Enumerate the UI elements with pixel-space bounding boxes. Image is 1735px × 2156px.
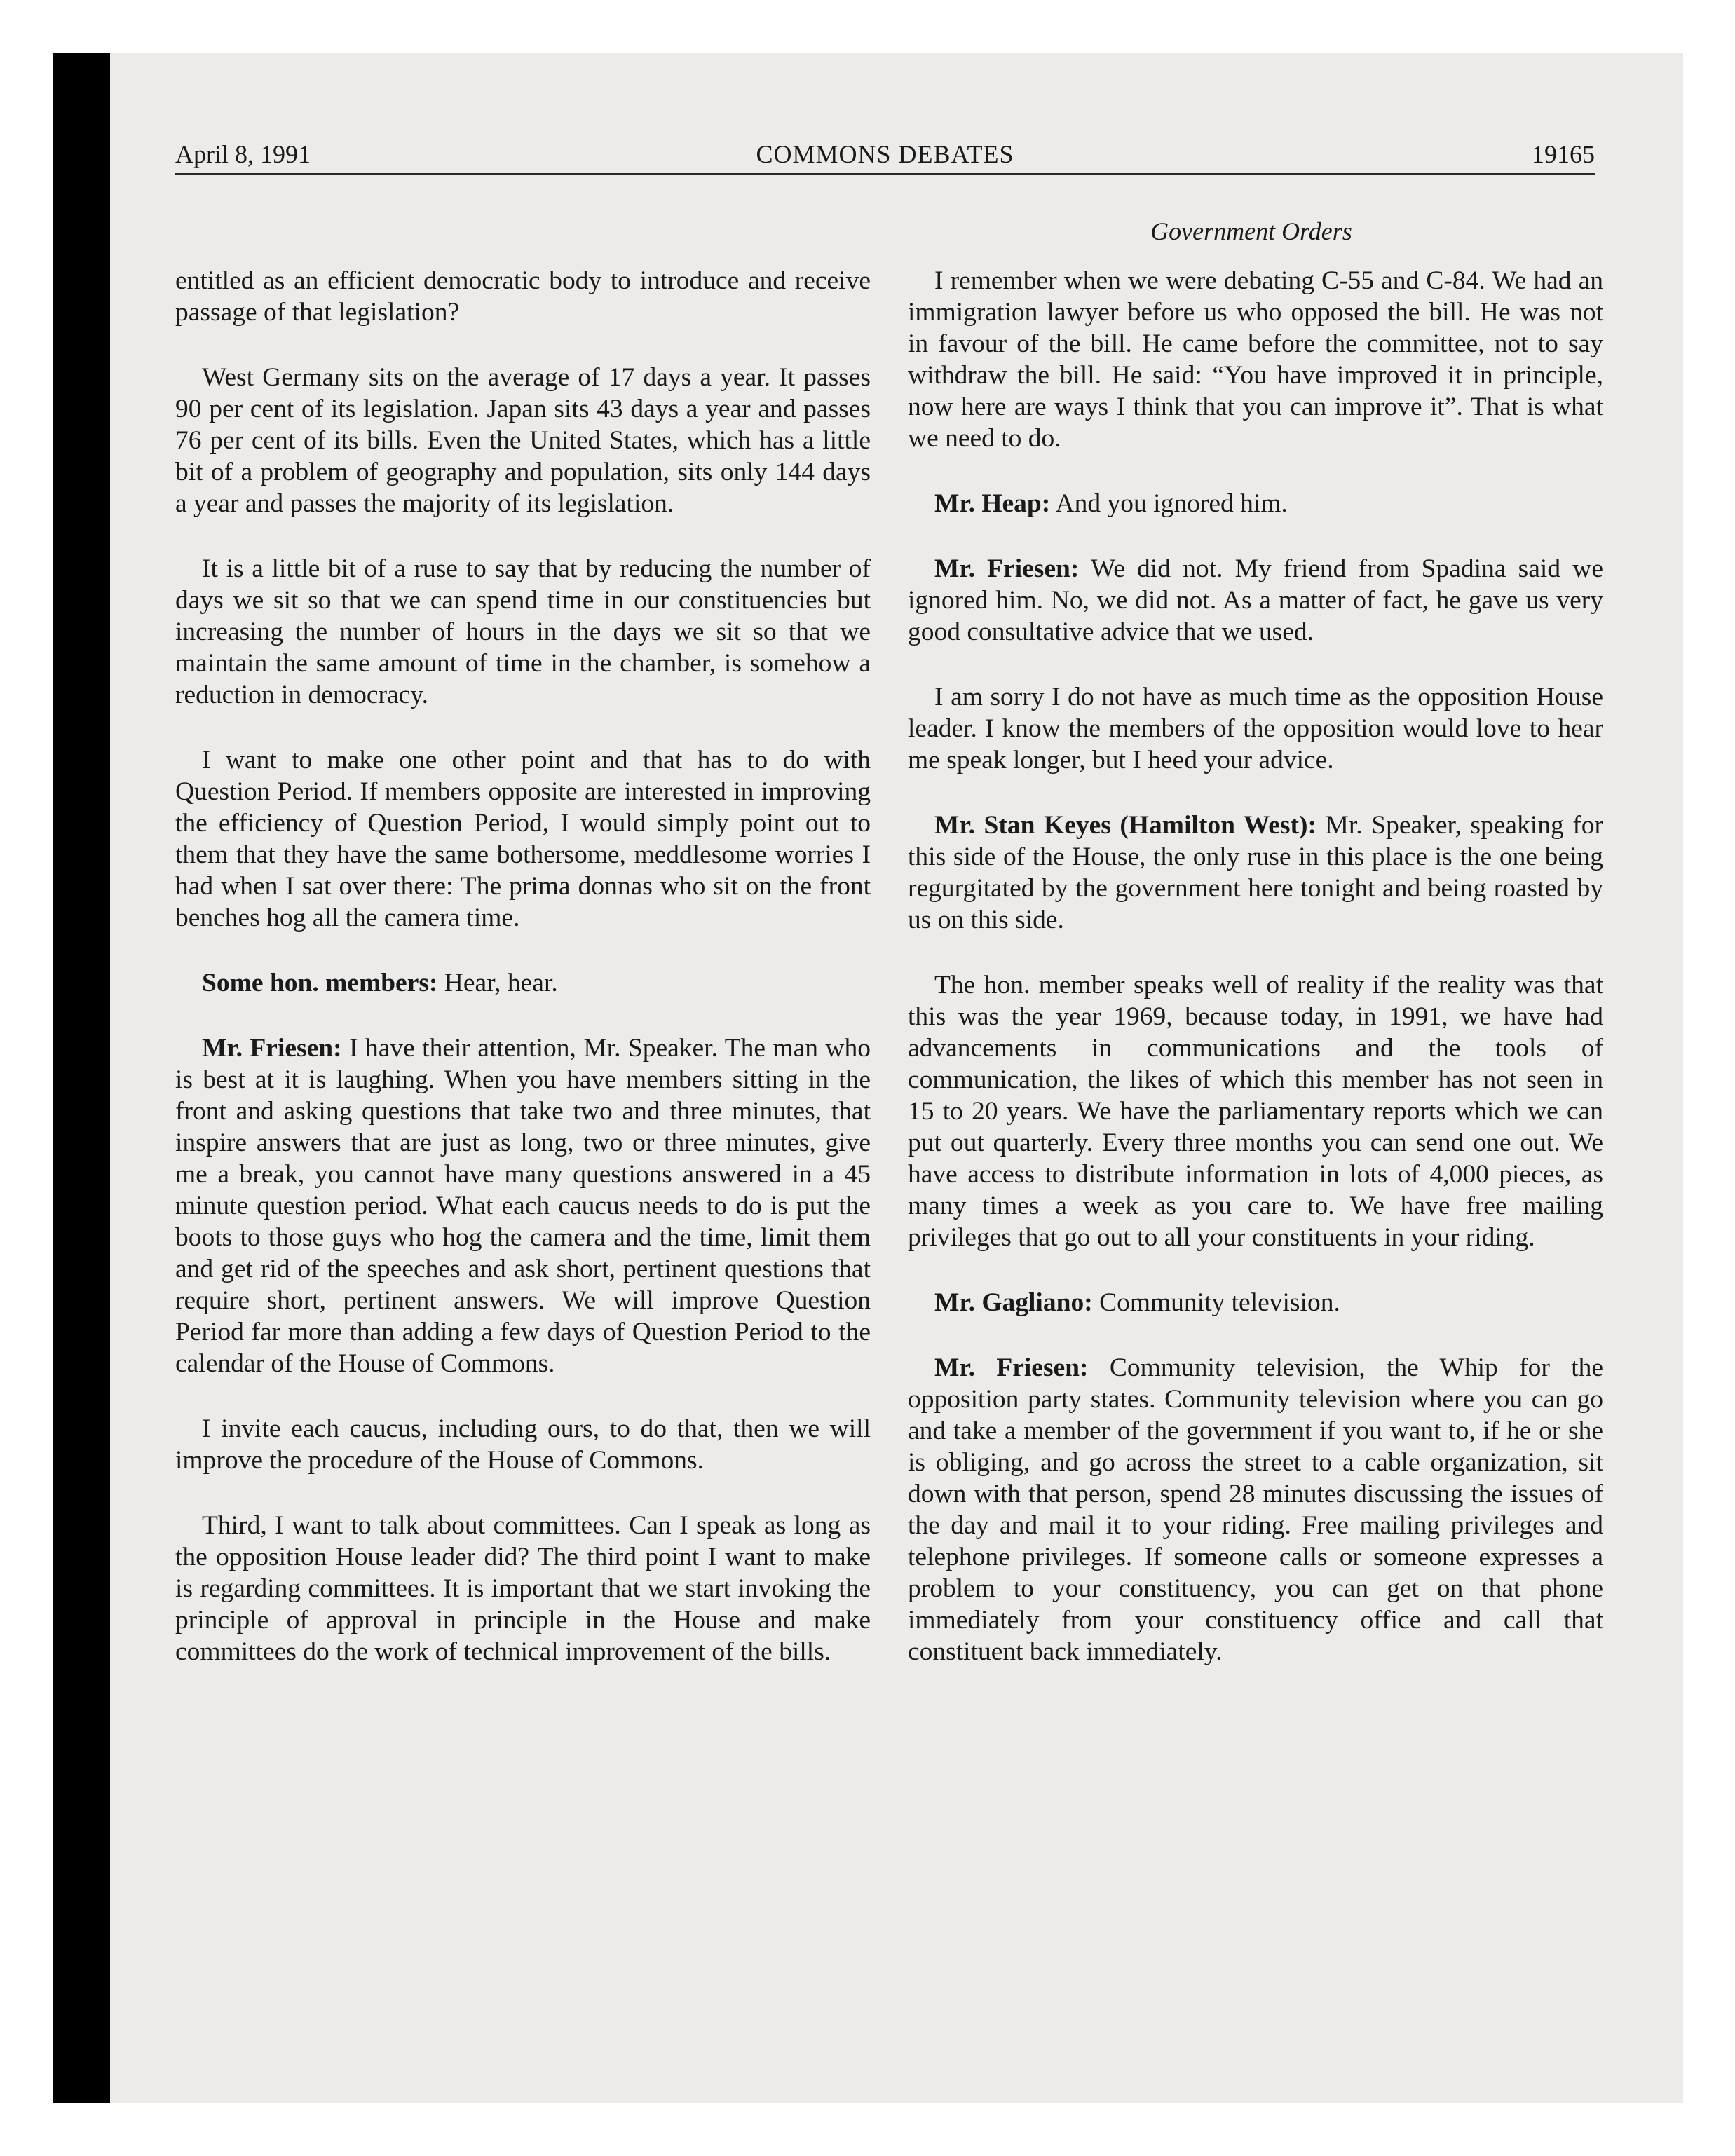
speaker-name: Mr. Friesen: [934,554,1080,583]
paragraph: I remember when we were debating C-55 and C-84. We had an immigration lawyer before us who opposed the bill. He was not in favour of the bill. He came before the committee, not to say withdraw the bill. He said: “You have improved it in principle, now here are ways I think that you can improve it”. That is what we need to do. [908,266,1603,453]
left-column [175,265,871,1701]
paragraph: The hon. member speaks well of reality if the reality was that this was the year 1969, because today, in 1991, we have had advancements in communications and the tools of communication, the likes of which this member has not seen in 15 to 20 years. We have the parliamentary reports which we can put out quarterly. Every three months you can send one out. We have access to distribute information in lots of 4,000 pieces, as many times a week as you care to. We have free mailing privileges that go out to all your constituents in your riding. [908,971,1603,1252]
speaker-name: Mr. Friesen: [934,1353,1089,1382]
paragraph: Mr. Friesen: We did not. My friend from Spadina said we ignored him. No, we did not. As a matter of fact, he gave us very good consultative advice that we used. [908,554,1603,646]
section-heading: Government Orders [1150,217,1352,245]
paragraph: Mr. Friesen: I have their attention, Mr. Speaker. The man who is best at it is laughing. When you have members sitting in the front and asking questions that take two and three minutes, that inspire answers that are just as long, two or three minutes, give me a break, you cannot have many questions answered in a 45 minute question period. What each caucus needs to do is put the boots to those guys who hog the camera and the time, limit them and get rid of the speeches and ask short, pertinent questions that require short, pertinent answers. We will improve Question Period far more than adding a few days of Question Period to the calendar of the House of Commons. [175,1034,871,1378]
paragraph: I am sorry I do not have as much time as the opposition House leader. I know the members of the opposition would love to hear me speak longer, but I heed your advice. [908,683,1603,775]
paragraph: Some hon. members: Hear, hear. [202,969,558,997]
paragraph: West Germany sits on the average of 17 days a year. It passes 90 per cent of its legislation. Japan sits 43 days a year and passes 76 per cent of its bills. Even the United States, which has a little bit of a problem of geography and population, sits only 144 days a year and passes the majority of its legislation. [175,363,871,518]
paragraph: Third, I want to talk about committees. Can I speak as long as the opposition House leader did? The third point I want to make is regarding committees. It is important that we start invoking the principle of approval in principle in the House and make committees do the work of technical improvement of the bills. [175,1511,871,1666]
speaker-name: Mr. Stan Keyes (Hamilton West): [934,811,1316,840]
page-header [175,135,1595,175]
speaker-name: Mr. Gagliano: [934,1288,1093,1317]
speaker-name: Mr. Friesen: [202,1034,342,1063]
speaker-name: Some hon. members: [202,969,438,997]
paragraph: entitled as an efficient democratic body to introduce and receive passage of that legislation? [175,266,871,327]
paragraph: Mr. Friesen: Community television, the Whip for the opposition party states. Community television where you can go and take a member of the government if you want to, if he or she is obliging, and go across the street to a cable organization, sit down with that person, spend 28 minutes discussing the issues of the day and mail it to your riding. Free mailing privileges and telephone privileges. If someone calls or someone expresses a problem to your constituency, you can get on that phone immediately from your constituency office and call that constituent back immediately. [908,1353,1604,1666]
paragraph: It is a little bit of a ruse to say that by reducing the number of days we sit so that we can spend time in our constituencies but increasing the number of hours in the days we sit so that we maintain the same amount of time in the chamber, is somehow a reduction in democracy. [175,554,871,709]
paragraph: Mr. Stan Keyes (Hamilton West): Mr. Speaker, speaking for this side of the House, the only ruse in this place is the one being regurgitated by the government here tonight and being roasted by us on this side. [908,811,1603,934]
header-page-number: 19165 [1532,140,1595,168]
right-column [908,265,1603,1701]
paragraph: Mr. Gagliano: Community television. [934,1288,1340,1317]
paragraph: I invite each caucus, including ours, to do that, then we will improve the procedure of the House of Commons. [175,1414,871,1475]
speaker-name: Mr. Heap: [934,489,1051,518]
paragraph: I want to make one other point and that has to do with Question Period. If members opposite are interested in improving the efficiency of Question Period, I would simply point out to them that they have the same bothersome, meddlesome worries I had when I sat over there: The prima donnas who sit on the front benches hog all the camera time. [175,746,871,932]
binding-edge [53,53,110,2103]
header-publication: COMMONS DEBATES [756,140,1014,168]
header-date: April 8, 1991 [175,140,311,168]
paragraph: Mr. Heap: And you ignored him. [934,489,1288,518]
